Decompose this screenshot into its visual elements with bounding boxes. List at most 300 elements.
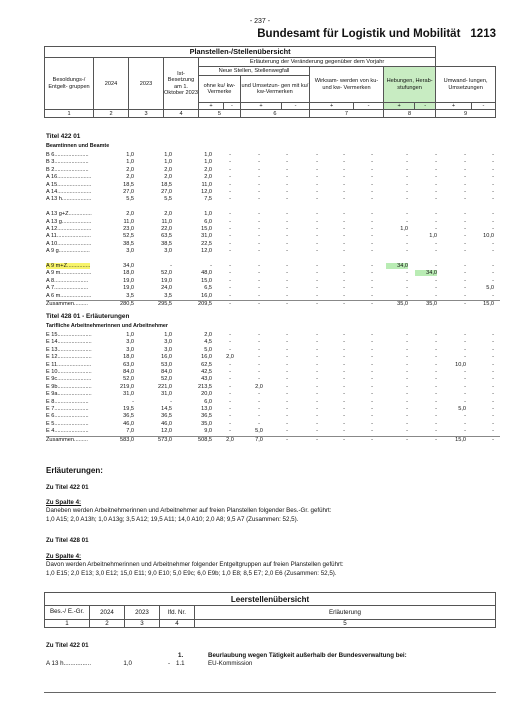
row-cell: 3,0	[164, 339, 172, 346]
row-label: A 7......................	[46, 285, 89, 292]
row-label: E 8......................	[46, 398, 89, 405]
col-und-umsetzungen: und Umsetzun- gen mit ku/ kw-Vermerken	[240, 76, 309, 103]
row-cell: -	[258, 277, 260, 284]
row-cell: 38,5	[123, 240, 134, 247]
row-cell: 52,0	[123, 376, 134, 383]
row-cell: -	[286, 159, 288, 166]
plus-sign: +	[436, 103, 472, 110]
row-cell: -	[258, 240, 260, 247]
row-cell: 4,5	[204, 339, 212, 346]
row-cell: -	[492, 376, 494, 383]
row-cell: -	[316, 285, 318, 292]
table-row	[46, 152, 500, 159]
row-cell: -	[316, 240, 318, 247]
row-cell: -	[229, 159, 231, 166]
row-cell: -	[229, 226, 231, 232]
col-bes-egr: Bes.-/ E.-Gr.	[45, 606, 90, 620]
row-cell: 19,5	[123, 406, 134, 412]
row-cell: -	[229, 285, 231, 292]
row-cell: -	[371, 406, 373, 412]
row-cell: -	[406, 166, 408, 173]
row-cell: -	[435, 196, 437, 203]
row-cell: 2,0	[164, 174, 172, 181]
row-cell: -	[492, 428, 494, 435]
table-row	[46, 406, 500, 413]
row-cell: -	[435, 361, 437, 368]
leer-row-2023: -	[167, 660, 170, 667]
row-cell: -	[464, 398, 466, 405]
row-cell: -	[286, 285, 288, 292]
row-cell: -	[229, 369, 231, 375]
row-cell: -	[406, 285, 408, 292]
sum-cell: -	[286, 436, 288, 443]
row-cell: -	[258, 248, 260, 255]
row-cell: -	[464, 346, 466, 353]
row-cell: -	[316, 428, 318, 435]
col-number: 3	[125, 620, 160, 628]
row-cell: -	[492, 189, 494, 195]
row-cell: -	[258, 270, 260, 277]
row-cell: -	[464, 233, 466, 240]
row-cell: -	[286, 376, 288, 383]
row-cell: -	[316, 383, 318, 390]
minus-sign: -	[354, 103, 384, 110]
row-cell: -	[371, 369, 373, 375]
row-cell: -	[229, 248, 231, 255]
row-cell: -	[286, 406, 288, 412]
row-cell: -	[316, 354, 318, 361]
row-cell: -	[229, 240, 231, 247]
row-cell: 53,0	[161, 361, 172, 368]
row-cell: -	[464, 285, 466, 292]
col-number: 5	[199, 110, 241, 118]
row-cell: -	[435, 159, 437, 166]
row-label: A 16......................	[46, 174, 92, 181]
row-label: A 9 m+Z...............	[46, 263, 91, 269]
row-label: E 4......................	[46, 428, 89, 435]
row-cell: -	[464, 413, 466, 420]
row-cell: -	[343, 211, 345, 218]
col-number: 7	[310, 110, 384, 118]
row-cell: -	[435, 398, 437, 405]
row-cell: -	[492, 211, 494, 218]
col-number: 2	[90, 620, 125, 628]
row-cell: 12,0	[201, 189, 212, 195]
row-cell: 3,0	[126, 248, 134, 255]
row-cell: -	[286, 292, 288, 299]
zu2-text-line2: 1,0 E15; 2,0 E13; 3,0 E12; 15,0 E11; 9,0 E10; 5,0 E9c; 6,0 E9b; 1,0 E8; 8,5 E7; 2,0 E6 (Zusammen: 52,5).	[46, 570, 337, 577]
row-cell: -	[286, 196, 288, 203]
row-cell: -	[316, 196, 318, 203]
row-cell: -	[170, 398, 172, 405]
row-cell: 7,0	[126, 428, 134, 435]
row-cell: 11,0	[201, 181, 212, 188]
table-row	[46, 362, 500, 369]
row-cell: 63,0	[123, 361, 134, 368]
row-cell: 12,0	[201, 248, 212, 255]
plus-sign: +	[310, 103, 354, 110]
row-cell: -	[316, 181, 318, 188]
row-cell: -	[258, 354, 260, 361]
row-cell: 36,5	[161, 413, 172, 420]
table-row	[46, 293, 500, 300]
row-label: E 15......................	[46, 332, 92, 338]
row-cell: -	[435, 428, 437, 435]
row-cell: -	[464, 339, 466, 346]
col-number: 3	[129, 110, 164, 118]
row-cell: -	[371, 270, 373, 277]
sum-cell: 7,0	[255, 436, 263, 443]
row-cell: -	[170, 263, 172, 269]
row-label: E 11......................	[46, 361, 92, 368]
row-cell: -	[464, 332, 466, 338]
leer-row-lfd: 1.1	[176, 660, 185, 667]
row-cell: -	[371, 152, 373, 158]
row-label: A 14......................	[46, 189, 92, 195]
table-row	[46, 421, 500, 428]
row-cell: -	[229, 391, 231, 398]
row-label: E 13......................	[46, 346, 92, 353]
row-cell: -	[343, 369, 345, 375]
row-cell: -	[406, 270, 408, 277]
row-cell: 5,0	[458, 406, 466, 412]
leerstellen-table	[44, 592, 496, 628]
row-cell: -	[435, 376, 437, 383]
col-lfd-nr: lfd. Nr.	[160, 606, 195, 620]
row-cell: -	[258, 285, 260, 292]
row-cell: 6,0	[204, 218, 212, 225]
row-cell: -	[406, 240, 408, 247]
row-cell: -	[406, 413, 408, 420]
row-cell: 1,0	[164, 332, 172, 338]
row-cell: -	[492, 406, 494, 412]
row-cell: -	[229, 420, 231, 427]
sum-cell: -	[371, 301, 373, 307]
row-cell: -	[371, 420, 373, 427]
row-label: A 6 m....................	[46, 292, 92, 299]
row-cell: 19,0	[161, 277, 172, 284]
row-cell: 2,0	[164, 211, 172, 218]
col-number: 9	[436, 110, 496, 118]
row-cell: 31,0	[201, 233, 212, 240]
row-cell: -	[286, 166, 288, 173]
row-cell: -	[406, 196, 408, 203]
leer-row-2024: 1,0	[123, 660, 132, 667]
row-cell: -	[229, 428, 231, 435]
row-cell: -	[229, 376, 231, 383]
row-cell: -	[229, 292, 231, 299]
col-wirksam: Wirksam- werden von ku- und kw- Vermerken	[310, 67, 384, 103]
leer-row-text: EU-Kommission	[208, 660, 253, 667]
table-row	[46, 384, 500, 391]
row-cell: -	[492, 166, 494, 173]
table-row	[46, 354, 500, 361]
row-cell: -	[258, 332, 260, 338]
sum-cell: -	[464, 301, 466, 307]
row-cell: 48,0	[201, 270, 212, 277]
row-cell: -	[258, 398, 260, 405]
row-cell: -	[435, 346, 437, 353]
row-cell: 5,0	[486, 285, 494, 292]
col-number: 1	[45, 110, 94, 118]
row-cell: 3,5	[164, 292, 172, 299]
zu1-text-line2: 1,0 A15; 2,0 A13h; 1,0 A13g; 3,5 A12; 19,5 A11; 14,0 A10; 2,0 A8; 9,5 A7 (Zusammen: 52,5).	[46, 516, 299, 523]
row-cell: -	[229, 152, 231, 158]
row-cell: 2,0	[126, 211, 134, 218]
row-cell: 34,0	[415, 270, 437, 276]
table-row	[46, 369, 500, 376]
row-cell: 22,5	[201, 240, 212, 247]
row-cell: -	[492, 383, 494, 390]
row-cell: -	[229, 196, 231, 203]
row-cell: -	[492, 248, 494, 255]
row-cell: -	[286, 420, 288, 427]
header-chapter-number: 1213	[470, 28, 496, 40]
row-cell: 7,5	[204, 196, 212, 203]
sum-cell: 573,0	[158, 436, 172, 443]
table-row	[46, 391, 500, 398]
row-cell: -	[229, 270, 231, 277]
row-cell: -	[371, 346, 373, 353]
row-cell: -	[371, 218, 373, 225]
row-cell: -	[464, 152, 466, 158]
row-cell: -	[435, 406, 437, 412]
header-title: Bundesamt für Logistik und Mobilität	[257, 28, 461, 40]
row-cell: -	[371, 376, 373, 383]
row-cell: -	[464, 369, 466, 375]
row-cell: -	[492, 361, 494, 368]
row-label: E 5......................	[46, 420, 89, 427]
row-cell: 5,0	[204, 346, 212, 353]
col-erlaeuterung: Erläuterung	[195, 606, 496, 620]
row-cell: 46,0	[123, 420, 134, 427]
row-cell: -	[316, 174, 318, 181]
row-cell: 27,0	[161, 189, 172, 195]
table1-title: Planstellen-/Stellenübersicht	[45, 47, 436, 58]
row-cell: -	[406, 181, 408, 188]
row-cell: 3,5	[126, 292, 134, 299]
row-cell: -	[229, 189, 231, 195]
row-cell: -	[229, 166, 231, 173]
table-row	[46, 226, 500, 233]
col-2023: 2023	[129, 58, 164, 110]
row-cell: -	[229, 332, 231, 338]
col-number: 6	[240, 110, 309, 118]
row-cell: -	[464, 263, 466, 269]
table-row	[46, 159, 500, 166]
row-cell: -	[406, 218, 408, 225]
row-cell: -	[492, 339, 494, 346]
row-cell: -	[316, 332, 318, 338]
row-cell: 2,0	[164, 166, 172, 173]
row-cell: -	[435, 248, 437, 255]
col-ohne-ku: ohne ku/ kw-Vermerke	[199, 76, 241, 103]
sum-cell: 15,0	[455, 436, 466, 443]
row-label: E 9a......................	[46, 391, 92, 398]
col-umwandlungen: Umwand- lungen, Umsetzungen	[436, 67, 496, 103]
row-cell: -	[316, 406, 318, 412]
row-cell: -	[492, 391, 494, 398]
row-cell: -	[371, 292, 373, 299]
sum-cell: -	[258, 301, 260, 307]
row-cell: -	[286, 398, 288, 405]
section1-subtitle: Beamtinnen und Beamte	[46, 143, 110, 149]
row-cell: -	[406, 292, 408, 299]
row-cell: -	[464, 428, 466, 435]
zu-spalte-label: Zu Spalte 4:	[46, 553, 82, 560]
row-cell: -	[229, 211, 231, 218]
row-cell: -	[371, 277, 373, 284]
row-cell: -	[132, 398, 134, 405]
row-cell: 221,0	[158, 383, 172, 390]
row-cell: 11,0	[123, 218, 134, 225]
row-cell: -	[464, 376, 466, 383]
row-cell: -	[229, 218, 231, 225]
col-besoldung: Besoldungs-/ Entgelt- gruppen	[45, 58, 94, 110]
row-cell: -	[343, 391, 345, 398]
row-cell: -	[229, 174, 231, 181]
row-label: E 6......................	[46, 413, 89, 420]
page-number: - 237 -	[249, 18, 271, 25]
row-cell: 9,0	[204, 428, 212, 435]
row-cell: 2,0	[226, 354, 234, 361]
row-cell: 34,0	[386, 263, 408, 269]
row-cell: -	[406, 211, 408, 218]
table-row	[46, 278, 500, 285]
row-cell: -	[343, 420, 345, 427]
sum-cell: -	[343, 301, 345, 307]
sum-cell: -	[435, 436, 437, 443]
row-cell: 16,0	[161, 354, 172, 361]
row-cell: -	[258, 420, 260, 427]
row-cell: 5,5	[126, 196, 134, 203]
row-cell: -	[229, 398, 231, 405]
row-cell: -	[435, 240, 437, 247]
row-label: B 6......................	[46, 152, 89, 158]
row-cell: -	[316, 248, 318, 255]
row-cell: -	[258, 196, 260, 203]
row-cell: -	[258, 233, 260, 240]
row-cell: -	[229, 406, 231, 412]
row-cell: -	[316, 391, 318, 398]
col-2024: 2024	[94, 58, 129, 110]
row-cell: -	[371, 332, 373, 338]
sum-cell: -	[286, 301, 288, 307]
row-cell: -	[492, 181, 494, 188]
row-cell: 52,5	[123, 233, 134, 240]
table-row	[46, 347, 500, 354]
plus-sign: +	[199, 103, 224, 110]
row-cell: -	[435, 181, 437, 188]
zu1-text-line1: Daneben werden Arbeitnehmerinnen und Arbeitnehmer auf freien Planstellen folgender Bes.-Gr. geführt:	[46, 507, 332, 514]
row-cell: -	[343, 174, 345, 181]
row-cell: -	[343, 226, 345, 232]
leer-item-number: 1.	[178, 652, 184, 659]
table-row	[46, 167, 500, 174]
row-cell: -	[371, 233, 373, 240]
row-cell: -	[258, 159, 260, 166]
table-row	[46, 376, 500, 383]
table-row	[46, 413, 500, 420]
row-cell: -	[492, 292, 494, 299]
row-cell: -	[210, 263, 212, 269]
row-cell: -	[406, 159, 408, 166]
row-cell: 1,0	[126, 332, 134, 338]
row-cell: 1,0	[204, 159, 212, 166]
row-cell: 84,0	[161, 369, 172, 375]
row-cell: -	[343, 166, 345, 173]
row-cell: 23,0	[123, 226, 134, 232]
row-cell: -	[435, 277, 437, 284]
row-cell: -	[316, 292, 318, 299]
row-cell: -	[371, 248, 373, 255]
table-row	[46, 263, 500, 270]
sum-cell: 209,5	[198, 301, 212, 307]
row-cell: 1,0	[126, 152, 134, 158]
section2-title: Titel 428 01 - Erläuterungen	[46, 313, 130, 320]
leer-item-heading: Beurlaubung wegen Tätigkeit außerhalb der Bundesverwaltung bei:	[208, 652, 407, 659]
row-cell: -	[464, 277, 466, 284]
row-cell: -	[343, 398, 345, 405]
row-cell: -	[435, 420, 437, 427]
row-cell: -	[492, 270, 494, 277]
row-cell: -	[286, 174, 288, 181]
row-cell: -	[492, 263, 494, 269]
row-cell: 2,0	[204, 166, 212, 173]
row-cell: 2,0	[126, 174, 134, 181]
row-cell: -	[343, 263, 345, 269]
row-cell: -	[286, 226, 288, 232]
row-label: E 12......................	[46, 354, 92, 361]
row-cell: 20,0	[201, 391, 212, 398]
row-cell: -	[316, 413, 318, 420]
table-row	[46, 339, 500, 346]
row-cell: -	[316, 346, 318, 353]
row-cell: -	[406, 428, 408, 435]
row-cell: -	[406, 369, 408, 375]
row-cell: 10,0	[455, 361, 466, 368]
row-cell: -	[286, 383, 288, 390]
row-cell: -	[343, 233, 345, 240]
col-neue-stellen: Neue Stellen, Stellenwegfall	[199, 67, 310, 76]
col-2023: 2023	[125, 606, 160, 620]
row-cell: 38,5	[161, 240, 172, 247]
sum-label: Zusammen.........	[46, 301, 88, 307]
row-cell: -	[371, 354, 373, 361]
row-cell: 3,0	[164, 346, 172, 353]
zu-spalte-label: Zu Spalte 4:	[46, 499, 82, 506]
row-cell: -	[286, 332, 288, 338]
row-cell: -	[229, 361, 231, 368]
row-cell: 84,0	[123, 369, 134, 375]
row-cell: -	[316, 376, 318, 383]
row-cell: -	[286, 211, 288, 218]
row-cell: -	[371, 339, 373, 346]
row-cell: -	[371, 166, 373, 173]
row-cell: -	[316, 277, 318, 284]
row-cell: -	[492, 398, 494, 405]
row-label: A 9 g....................	[46, 248, 90, 255]
table-row	[46, 182, 500, 189]
row-label: A 13 g+Z...............	[46, 211, 92, 218]
table-row	[46, 196, 500, 203]
table2-title: Leerstellenübersicht	[45, 593, 496, 606]
row-cell: -	[492, 413, 494, 420]
row-label: A 13 g...................	[46, 218, 92, 225]
row-cell: -	[371, 189, 373, 195]
row-cell: -	[258, 218, 260, 225]
row-label: A 11......................	[46, 233, 91, 240]
